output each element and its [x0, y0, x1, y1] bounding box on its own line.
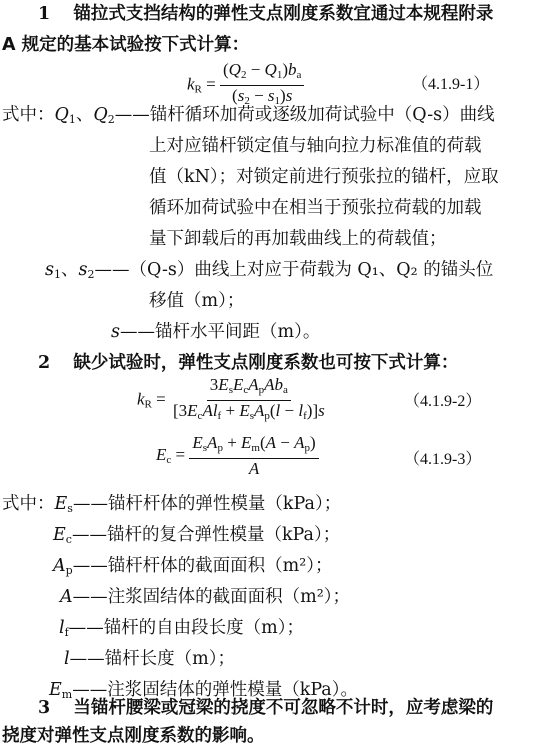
equation-1-number: （4.1.9-1）: [412, 76, 490, 93]
para2-line: [38, 351, 458, 375]
para1-text: 锚拉式支挡结构的弹性支点刚度系数宜通过本规程附录: [73, 4, 494, 24]
where1-lead: 式中：: [2, 105, 55, 125]
where2-item-3: $A_p——$锚杆杆体的截面面积（m²）；: [53, 556, 333, 577]
s-def-line-2: 移值（m）；: [149, 291, 245, 311]
s-def: 锚杆水平间距（m）。: [154, 322, 321, 342]
where1-q-line1: 式中：$Q_1$、$Q_2——$锚杆循环加荷或逐级加荷试验中（Q-s）曲线: [2, 105, 495, 126]
equation-2: $k_R$ = $\frac{3E_sE_cA_pAb_a}{[3E_cAl_f + E_sA_p(l - l_f)]s}$: [137, 375, 325, 422]
para2-text: 缺少试验时，弹性支点刚度系数也可按下式计算：: [73, 353, 459, 373]
q-def-line-1: 锚杆循环加荷或逐级加荷试验中（Q-s）曲线: [149, 105, 495, 125]
where2-item-1: 式中：$E_s——$锚杆杆体的弹性模量（kPa）；: [2, 494, 342, 515]
where2-item-7: $E_m——$注浆固结体的弹性模量（kPa）。: [49, 680, 358, 701]
where2-item-2: $E_c——$锚杆的复合弹性模量（kPa）；: [53, 525, 341, 546]
equation-2-number: （4.1.9-2）: [404, 393, 482, 410]
para3-line1: [38, 696, 493, 720]
where2-item-5: $l_f——$锚杆的自由段长度（m）；: [59, 618, 305, 639]
para1-line2: A 规定的基本试验按下式计算：: [2, 35, 250, 55]
equation-3-number: （4.1.9-3）: [404, 451, 482, 468]
where1-s-line1: $s_1$、$s_2——(Q-s)$曲线上对应于荷载为 Q₁、Q₂ 的锚头位: [45, 260, 494, 281]
para1-number: 1: [38, 4, 51, 24]
where1-s-spacing: s——锚杆水平间距（m）。: [111, 322, 321, 342]
q-def-line-5: 量下卸载后的再加载曲线上的荷载值；: [149, 229, 447, 249]
q-def-line-2: 上对应锚杆锁定值与轴向拉力标准值的荷载: [149, 136, 482, 156]
s-def-line-1: （Q-s）曲线上对应于荷载为 Q₁、Q₂ 的锚头位: [129, 260, 494, 280]
para1-line1: [38, 2, 493, 26]
where2-item-6: l——锚杆长度（m）；: [64, 649, 235, 669]
where2-lead: 式中：: [2, 494, 55, 514]
where2-item-4: A——注浆固结体的截面面积（m²）；: [60, 587, 350, 607]
para3-number: 3: [38, 698, 51, 718]
q-def-line-3: 值（kN）；对锁定前进行预张拉的锚杆，应取: [149, 167, 499, 187]
equation-1: $k_R$ = $\frac{(Q_2 - Q_1)b_a}{(s_2 - s_1)s}$: [187, 60, 304, 111]
q-def-line-4: 循环加荷试验中在相当于预张拉荷载的加载: [149, 198, 482, 218]
equation-3: $E_c$ = $\frac{E_sA_p + E_m(A - A_p)}{A}$: [156, 433, 319, 479]
para3-text: 当锚杆腰梁或冠梁的挠度不可忽略不计时，应考虑梁的: [73, 698, 494, 718]
para3-line2: 挠度对弹性支点刚度系数的影响。: [2, 726, 265, 746]
para2-number: 2: [38, 353, 51, 373]
